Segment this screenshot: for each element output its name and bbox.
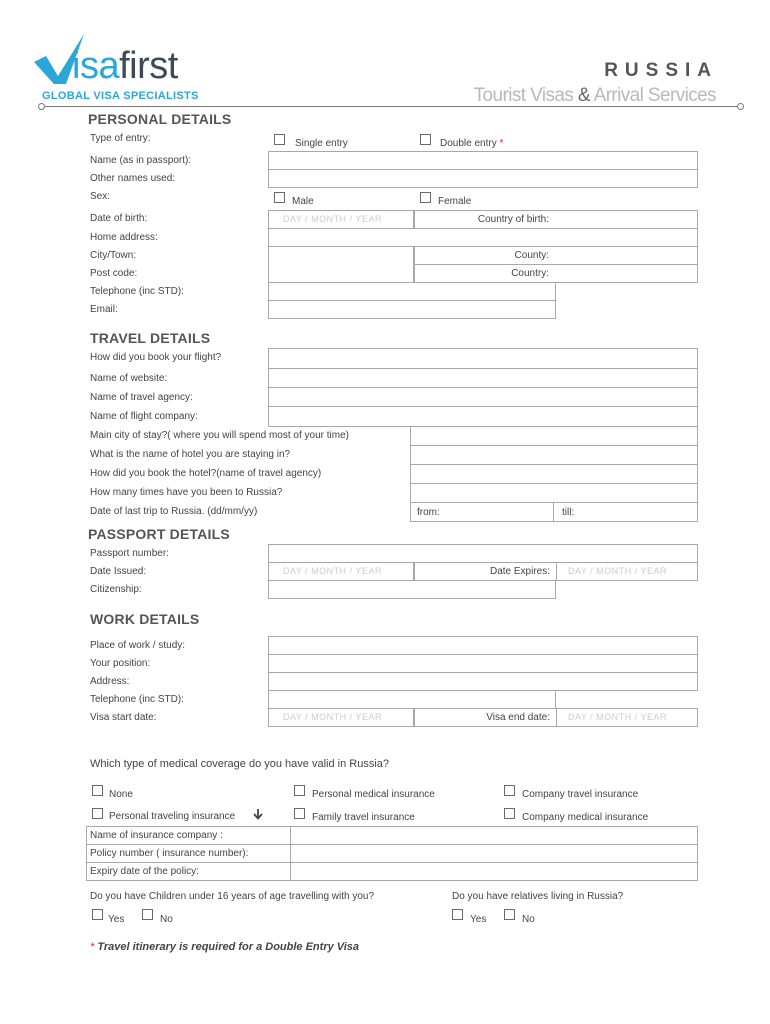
policy-number-label: Policy number ( insurance number): xyxy=(90,848,249,859)
name-field[interactable] xyxy=(268,151,698,170)
double-entry-checkbox[interactable] xyxy=(420,134,431,145)
passport-number-field[interactable] xyxy=(268,544,698,563)
other-names-label: Other names used: xyxy=(90,173,176,184)
logo xyxy=(32,32,232,106)
relatives-yes-checkbox[interactable] xyxy=(452,909,463,920)
main-city-label: Main city of stay?( where you will spend most of your time) xyxy=(90,430,349,441)
arrow-down-icon xyxy=(252,808,264,820)
flight-company-field[interactable] xyxy=(268,406,698,427)
male-checkbox[interactable] xyxy=(274,192,285,203)
double-entry-label: Double entry * xyxy=(440,138,504,149)
visa-end-box xyxy=(414,708,557,727)
page-subtitle: Tourist Visas & Arrival Services xyxy=(473,85,716,106)
place-of-work-field[interactable] xyxy=(268,636,698,655)
single-entry-checkbox[interactable] xyxy=(274,134,285,145)
relatives-no-checkbox[interactable] xyxy=(504,909,515,920)
times-field[interactable] xyxy=(410,483,698,503)
footnote xyxy=(90,941,359,953)
date-expires-box xyxy=(414,562,557,581)
relatives-no-label: No xyxy=(522,914,535,925)
dob-placeholder: DAY / MONTH / YEAR xyxy=(283,214,383,224)
home-address-label: Home address: xyxy=(90,232,158,243)
personal-medical-label: Personal medical insurance xyxy=(312,789,435,800)
family-travel-checkbox[interactable] xyxy=(294,808,305,819)
book-hotel-field[interactable] xyxy=(410,464,698,484)
work-address-label: Address: xyxy=(90,676,130,687)
website-label: Name of website: xyxy=(90,373,168,384)
other-names-field[interactable] xyxy=(268,169,698,188)
none-checkbox[interactable] xyxy=(92,785,103,796)
family-travel-label: Family travel insurance xyxy=(312,812,415,823)
company-travel-checkbox[interactable] xyxy=(504,785,515,796)
passport-number-label: Passport number: xyxy=(90,548,169,559)
date-issued-placeholder: DAY / MONTH / YEAR xyxy=(283,566,383,576)
position-field[interactable] xyxy=(268,654,698,673)
medical-table-divider xyxy=(290,826,291,881)
children-yes-label: Yes xyxy=(108,914,125,925)
book-hotel-label: How did you book the hotel?(name of travel agency) xyxy=(90,468,322,479)
male-label: Male xyxy=(292,196,314,207)
email-label: Email: xyxy=(90,304,118,315)
company-medical-label: Company medical insurance xyxy=(522,812,649,823)
telephone-label: Telephone (inc STD): xyxy=(90,286,184,297)
header-divider-dot-right xyxy=(737,103,744,110)
insurance-company-label: Name of insurance company : xyxy=(90,830,223,841)
position-label: Your position: xyxy=(90,658,151,669)
country-of-birth-field[interactable] xyxy=(414,210,698,229)
country-label: Country: xyxy=(511,268,549,279)
from-label: from: xyxy=(417,507,440,518)
children-yes-checkbox[interactable] xyxy=(92,909,103,920)
none-label: None xyxy=(109,789,133,800)
book-flight-field[interactable] xyxy=(268,348,698,369)
relatives-yes-label: Yes xyxy=(470,914,487,925)
name-label: Name (as in passport): xyxy=(90,155,192,166)
date-issued-label: Date Issued: xyxy=(90,566,147,577)
county-field[interactable] xyxy=(414,246,698,265)
visa-end-placeholder: DAY / MONTH / YEAR xyxy=(568,712,668,722)
visa-end-field[interactable] xyxy=(556,708,698,727)
hotel-name-field[interactable] xyxy=(410,445,698,465)
visa-end-label: Visa end date: xyxy=(486,712,550,723)
till-label: till: xyxy=(562,507,575,518)
visa-start-label: Visa start date: xyxy=(90,712,157,723)
work-telephone-field[interactable] xyxy=(268,690,556,709)
travel-details-title: TRAVEL DETAILS xyxy=(90,330,211,346)
dob-field[interactable] xyxy=(268,210,414,229)
agency-field[interactable] xyxy=(268,387,698,407)
telephone-field[interactable] xyxy=(268,282,556,301)
logo-first: first xyxy=(119,45,178,87)
type-of-entry-label: Type of entry: xyxy=(90,133,151,144)
work-details-title: WORK DETAILS xyxy=(90,611,200,627)
country-of-birth-label: Country of birth: xyxy=(477,214,549,225)
relatives-question: Do you have relatives living in Russia? xyxy=(452,891,624,902)
logo-wordmark: isafirst xyxy=(72,45,178,87)
visa-start-field[interactable] xyxy=(268,708,414,727)
personal-medical-checkbox[interactable] xyxy=(294,785,305,796)
country-field[interactable] xyxy=(414,264,698,283)
last-trip-label: Date of last trip to Russia. (dd/mm/yy) xyxy=(90,506,258,517)
place-of-work-label: Place of work / study: xyxy=(90,640,186,651)
flight-company-label: Name of flight company: xyxy=(90,411,198,422)
single-entry-label: Single entry xyxy=(295,138,348,149)
company-medical-checkbox[interactable] xyxy=(504,808,515,819)
sex-label: Sex: xyxy=(90,191,111,202)
passport-details-title: PASSPORT DETAILS xyxy=(88,526,230,542)
citizenship-field[interactable] xyxy=(268,580,556,599)
children-no-label: No xyxy=(160,914,173,925)
children-no-checkbox[interactable] xyxy=(142,909,153,920)
personal-traveling-label: Personal traveling insurance xyxy=(109,811,236,822)
footnote-text: Travel itinerary is required for a Double Entry Visa xyxy=(97,941,359,953)
footnote-star: * xyxy=(90,941,95,953)
logo-tagline: GLOBAL VISA SPECIALISTS xyxy=(42,90,199,102)
email-field[interactable] xyxy=(268,300,556,319)
female-label: Female xyxy=(438,196,472,207)
main-city-field[interactable] xyxy=(410,426,698,446)
post-code-label: Post code: xyxy=(90,268,138,279)
personal-traveling-checkbox[interactable] xyxy=(92,808,103,819)
header-divider xyxy=(42,106,739,107)
personal-details-title: PERSONAL DETAILS xyxy=(88,111,232,127)
county-label: County: xyxy=(514,250,549,261)
date-expires-placeholder: DAY / MONTH / YEAR xyxy=(568,566,668,576)
agency-label: Name of travel agency: xyxy=(90,392,193,403)
city-field[interactable] xyxy=(268,246,414,283)
date-issued-field[interactable] xyxy=(268,562,414,581)
city-label: City/Town: xyxy=(90,250,137,261)
female-checkbox[interactable] xyxy=(420,192,431,203)
times-label: How many times have you been to Russia? xyxy=(90,487,283,498)
date-expires-field[interactable] xyxy=(556,562,698,581)
home-address-field[interactable] xyxy=(268,228,698,247)
work-telephone-label: Telephone (inc STD): xyxy=(90,694,184,705)
book-flight-label: How did you book your flight? xyxy=(90,352,222,363)
work-address-field[interactable] xyxy=(268,672,698,691)
visa-start-placeholder: DAY / MONTH / YEAR xyxy=(283,712,383,722)
header-divider-dot-left xyxy=(38,103,45,110)
citizenship-label: Citizenship: xyxy=(90,584,142,595)
hotel-name-label: What is the name of hotel you are staying in? xyxy=(90,449,291,460)
last-trip-from-field[interactable] xyxy=(410,502,554,522)
last-trip-till-field[interactable] xyxy=(553,502,698,522)
company-travel-label: Company travel insurance xyxy=(522,789,639,800)
country-title: RUSSIA xyxy=(604,60,718,81)
dob-label: Date of birth: xyxy=(90,213,148,224)
website-field[interactable] xyxy=(268,368,698,388)
expiry-label: Expiry date of the policy: xyxy=(90,866,199,877)
medical-question: Which type of medical coverage do you have valid in Russia? xyxy=(90,758,389,770)
children-question: Do you have Children under 16 years of age travelling with you? xyxy=(90,891,375,902)
date-expires-label: Date Expires: xyxy=(489,566,550,577)
